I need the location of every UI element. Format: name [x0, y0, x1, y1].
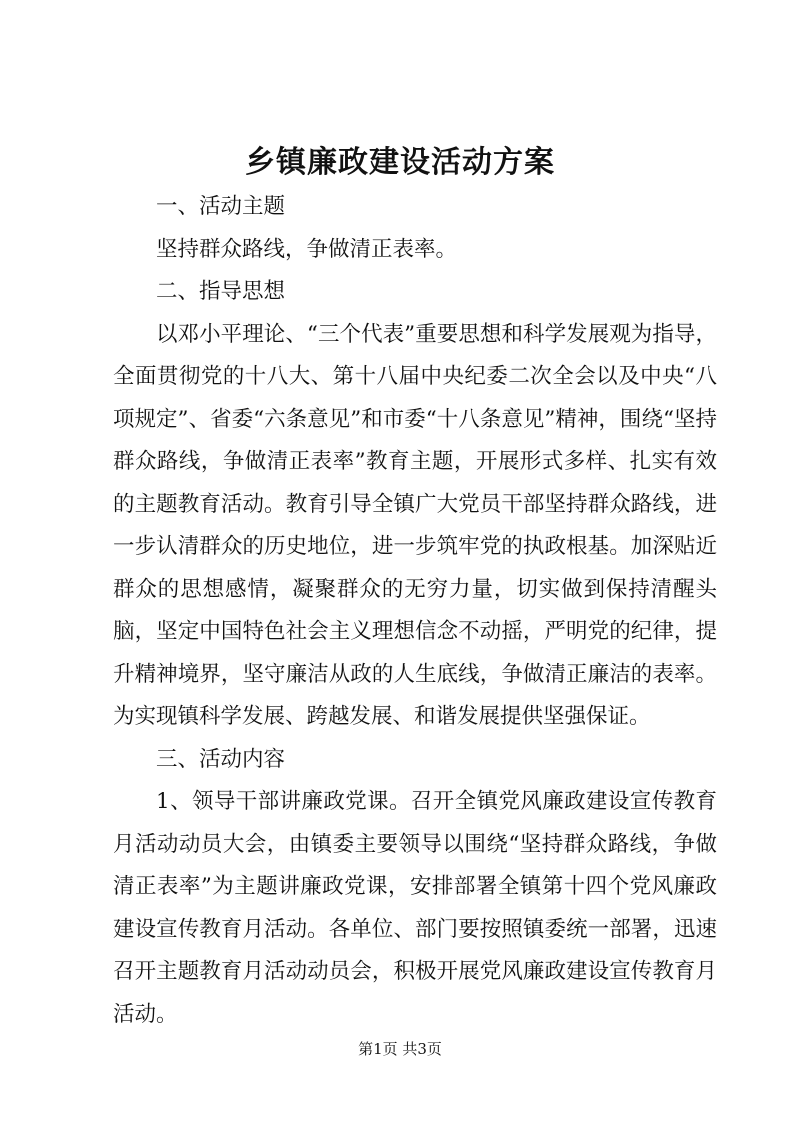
section-heading-activity-content: 三、活动内容: [156, 746, 286, 772]
paragraph-guiding-thought: 以邓小平理论、“三个代表”重要思想和科学发展观为指导，全面贯彻党的十八大、第十八届中央纪委二次全会以及中央“八项规定”、省委“六条意见”和市委“十八条意见”精神，围绕“坚持群众路线，争做清正表率”教育主题，开展形式多样、扎实有效的主题教育活动。教育引导全镇广大党员干部坚持群众路线，进一步认清群众的历史地位，进一步筑牢党的执政根基。加深贴近群众的思想感情，凝聚群众的无穷力量，切实做到保持清醒头脑，坚定中国特色社会主义理想信念不动摇，严明党的纪律，提升精神境界，坚守廉洁从政的人生底线，争做清正廉洁的表率。为实现镇科学发展、跨越发展、和谐发展提供坚强保证。: [113, 321, 717, 729]
paragraph-activity-content: 1、领导干部讲廉政党课。召开全镇党风廉政建设宣传教育月活动动员大会，由镇委主要领导以围绕“坚持群众路线，争做清正表率”为主题讲廉政党课，安排部署全镇第十四个党风廉政建设宣传教育月活动。各单位、部门要按照镇委统一部署，迅速召开主题教育月活动动员会，积极开展党风廉政建设宣传教育月活动。: [113, 789, 717, 1027]
section-heading-guiding-thought: 二、指导思想: [156, 279, 286, 304]
document-body: [113, 186, 717, 1036]
paragraph-theme: 坚持群众路线，争做清正表率。: [156, 236, 458, 262]
page-footer: 第1页 共3页: [358, 1040, 442, 1058]
section-heading-theme: 一、活动主题: [156, 194, 286, 219]
document-title: 乡镇廉政建设活动方案: [245, 145, 555, 180]
